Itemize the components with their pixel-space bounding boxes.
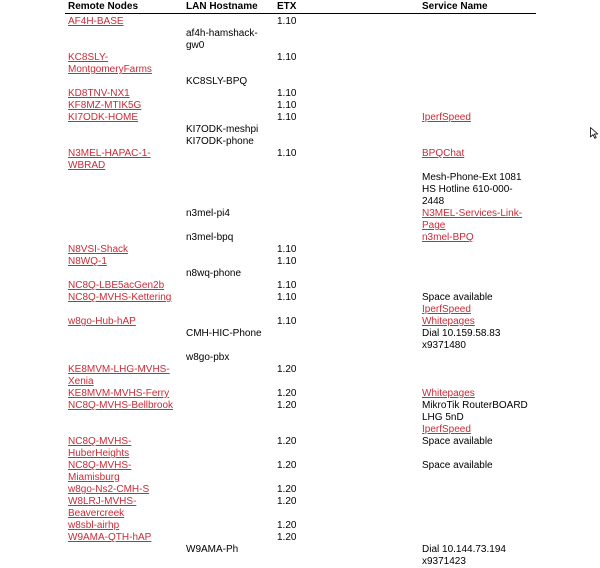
remote-node-link[interactable]: KF8MZ-MTIK5G bbox=[68, 100, 141, 111]
etx-cell bbox=[274, 364, 419, 388]
etx-cell bbox=[274, 304, 419, 316]
service-text: Mesh-Phone-Ext 1081 bbox=[422, 172, 522, 183]
lan-hostname-cell bbox=[183, 244, 274, 256]
table-row bbox=[65, 544, 536, 568]
remote-node-cell bbox=[65, 292, 183, 304]
etx-value: 1.20 bbox=[277, 460, 296, 471]
lan-hostname-cell bbox=[183, 424, 274, 436]
service-name-cell bbox=[419, 388, 536, 400]
remote-node-cell bbox=[65, 352, 183, 364]
etx-cell bbox=[274, 460, 419, 484]
etx-cell bbox=[274, 28, 419, 52]
remote-node-link[interactable]: w8go-Hub-hAP bbox=[68, 316, 136, 327]
table-row bbox=[65, 28, 536, 52]
etx-cell bbox=[274, 184, 419, 208]
lan-hostname-text: KI7ODK-phone bbox=[186, 136, 254, 147]
service-name-cell bbox=[419, 112, 536, 124]
lan-hostname-text: n8wq-phone bbox=[186, 268, 241, 279]
etx-cell bbox=[274, 328, 419, 352]
etx-cell bbox=[274, 544, 419, 568]
service-link[interactable]: N3MEL-Services-Link-Page bbox=[422, 208, 522, 231]
table-row bbox=[65, 424, 536, 436]
table-row bbox=[65, 244, 536, 256]
lan-hostname-text: n3mel-bpq bbox=[186, 232, 233, 243]
etx-cell bbox=[274, 256, 419, 268]
etx-value: 1.10 bbox=[277, 292, 296, 303]
lan-hostname-cell bbox=[183, 364, 274, 388]
service-name-cell bbox=[419, 400, 536, 424]
remote-node-cell bbox=[65, 208, 183, 232]
service-name-cell bbox=[419, 460, 536, 484]
etx-cell bbox=[274, 496, 419, 520]
remote-node-link[interactable]: NC8Q-MVHS-Kettering bbox=[68, 292, 171, 303]
remote-node-cell bbox=[65, 76, 183, 88]
service-name-cell bbox=[419, 280, 536, 292]
remote-node-cell bbox=[65, 484, 183, 496]
etx-cell bbox=[274, 148, 419, 172]
remote-node-cell bbox=[65, 88, 183, 100]
etx-value: 1.10 bbox=[277, 280, 296, 291]
etx-cell bbox=[274, 484, 419, 496]
remote-node-link[interactable]: NC8Q-MVHS-HuberHeights bbox=[68, 436, 131, 459]
remote-node-cell bbox=[65, 388, 183, 400]
service-name-cell bbox=[419, 364, 536, 388]
remote-node-cell bbox=[65, 280, 183, 292]
lan-hostname-text: af4h-hamshack-gw0 bbox=[186, 28, 258, 51]
service-name-cell bbox=[419, 436, 536, 460]
etx-cell bbox=[274, 280, 419, 292]
etx-value: 1.20 bbox=[277, 388, 296, 399]
remote-node-cell bbox=[65, 460, 183, 484]
remote-node-link[interactable]: N3MEL-HAPAC-1-WBRAD bbox=[68, 148, 151, 171]
lan-hostname-cell bbox=[183, 388, 274, 400]
remote-node-cell bbox=[65, 544, 183, 568]
service-text: Dial 10.144.73.194 x9371423 bbox=[422, 544, 506, 567]
service-name-cell bbox=[419, 292, 536, 304]
remote-node-link[interactable]: w8go-Ns2-CMH-S bbox=[68, 484, 149, 495]
etx-cell bbox=[274, 424, 419, 436]
remote-node-cell bbox=[65, 328, 183, 352]
table-body bbox=[65, 14, 536, 568]
etx-cell bbox=[274, 436, 419, 460]
table-row bbox=[65, 364, 536, 388]
lan-hostname-cell bbox=[183, 280, 274, 292]
service-name-cell bbox=[419, 136, 536, 148]
remote-node-link[interactable]: NC8Q-LBE5acGen2b bbox=[68, 280, 164, 291]
table-row bbox=[65, 52, 536, 76]
remote-node-link[interactable]: KE8MVM-LHG-MVHS-Xenia bbox=[68, 364, 170, 387]
header-remote-nodes: Remote Nodes bbox=[65, 0, 183, 14]
lan-hostname-text: CMH-HIC-Phone bbox=[186, 328, 262, 339]
lan-hostname-text: W9AMA-Ph bbox=[186, 544, 238, 555]
service-name-cell bbox=[419, 124, 536, 136]
table-row bbox=[65, 280, 536, 292]
remote-node-link[interactable]: KC8SLY-MontgomeryFarms bbox=[68, 52, 152, 75]
remote-node-cell bbox=[65, 496, 183, 520]
etx-cell bbox=[274, 532, 419, 544]
service-name-cell bbox=[419, 208, 536, 232]
lan-hostname-cell bbox=[183, 400, 274, 424]
table-row bbox=[65, 256, 536, 268]
service-name-cell bbox=[419, 268, 536, 280]
lan-hostname-cell bbox=[183, 136, 274, 148]
table-row bbox=[65, 436, 536, 460]
lan-hostname-cell bbox=[183, 460, 274, 484]
lan-hostname-cell bbox=[183, 292, 274, 304]
service-link[interactable]: IperfSpeed bbox=[422, 304, 471, 315]
etx-value: 1.10 bbox=[277, 52, 296, 63]
remote-node-cell bbox=[65, 100, 183, 112]
table-row bbox=[65, 328, 536, 352]
remote-node-cell bbox=[65, 304, 183, 316]
table-row bbox=[65, 304, 536, 316]
remote-node-cell bbox=[65, 268, 183, 280]
table-row bbox=[65, 184, 536, 208]
lan-hostname-cell bbox=[183, 304, 274, 316]
service-text: Space available bbox=[422, 292, 493, 303]
header-service-name: Service Name bbox=[419, 0, 536, 14]
table-row bbox=[65, 316, 536, 328]
service-name-cell bbox=[419, 172, 536, 184]
lan-hostname-cell bbox=[183, 148, 274, 172]
service-name-cell bbox=[419, 532, 536, 544]
etx-cell bbox=[274, 112, 419, 124]
table-row bbox=[65, 532, 536, 544]
service-link[interactable]: Whitepages bbox=[422, 316, 475, 327]
lan-hostname-cell bbox=[183, 172, 274, 184]
table-row bbox=[65, 292, 536, 304]
remote-node-link[interactable]: KI7ODK-HOME bbox=[68, 112, 138, 123]
service-name-cell bbox=[419, 100, 536, 112]
service-name-cell bbox=[419, 304, 536, 316]
remote-node-cell bbox=[65, 364, 183, 388]
table-row bbox=[65, 14, 536, 29]
remote-nodes-table bbox=[65, 0, 536, 568]
table-row bbox=[65, 388, 536, 400]
lan-hostname-cell bbox=[183, 268, 274, 280]
service-text: Space available bbox=[422, 436, 493, 447]
etx-value: 1.20 bbox=[277, 436, 296, 447]
etx-cell bbox=[274, 14, 419, 29]
service-name-cell bbox=[419, 76, 536, 88]
lan-hostname-cell bbox=[183, 52, 274, 76]
lan-hostname-text: KI7ODK-meshpi bbox=[186, 124, 258, 135]
service-text: MikroTik RouterBOARD LHG 5nD bbox=[422, 400, 528, 423]
service-name-cell bbox=[419, 52, 536, 76]
remote-node-link[interactable]: w8sbl-airhp bbox=[68, 520, 119, 531]
etx-value: 1.10 bbox=[277, 16, 296, 27]
remote-node-cell bbox=[65, 532, 183, 544]
service-name-cell bbox=[419, 184, 536, 208]
etx-cell bbox=[274, 172, 419, 184]
service-name-cell bbox=[419, 424, 536, 436]
remote-node-cell bbox=[65, 172, 183, 184]
table-row bbox=[65, 148, 536, 172]
table-row bbox=[65, 352, 536, 364]
service-name-cell bbox=[419, 316, 536, 328]
lan-hostname-cell bbox=[183, 232, 274, 244]
etx-value: 1.10 bbox=[277, 100, 296, 111]
remote-node-link[interactable]: N8WQ-1 bbox=[68, 256, 107, 267]
service-name-cell bbox=[419, 328, 536, 352]
remote-node-link[interactable]: KD8TNV-NX1 bbox=[68, 88, 130, 99]
remote-node-cell bbox=[65, 148, 183, 172]
table-row bbox=[65, 232, 536, 244]
etx-cell bbox=[274, 388, 419, 400]
etx-value: 1.10 bbox=[277, 148, 296, 159]
etx-cell bbox=[274, 292, 419, 304]
etx-value: 1.10 bbox=[277, 316, 296, 327]
table-row bbox=[65, 136, 536, 148]
etx-cell bbox=[274, 244, 419, 256]
table-row bbox=[65, 460, 536, 484]
service-name-cell bbox=[419, 352, 536, 364]
remote-node-cell bbox=[65, 124, 183, 136]
etx-cell bbox=[274, 400, 419, 424]
remote-node-cell bbox=[65, 52, 183, 76]
lan-hostname-cell bbox=[183, 184, 274, 208]
etx-cell bbox=[274, 136, 419, 148]
remote-node-link[interactable]: NC8Q-MVHS-Bellbrook bbox=[68, 400, 173, 411]
etx-cell bbox=[274, 52, 419, 76]
remote-node-link[interactable]: N8VSI-Shack bbox=[68, 244, 128, 255]
table-row bbox=[65, 484, 536, 496]
remote-node-cell bbox=[65, 256, 183, 268]
table-row bbox=[65, 496, 536, 520]
remote-node-cell bbox=[65, 316, 183, 328]
etx-cell bbox=[274, 520, 419, 532]
lan-hostname-cell bbox=[183, 532, 274, 544]
etx-value: 1.20 bbox=[277, 484, 296, 495]
etx-value: 1.10 bbox=[277, 244, 296, 255]
service-name-cell bbox=[419, 520, 536, 532]
mouse-pointer-icon bbox=[590, 127, 599, 139]
lan-hostname-cell bbox=[183, 124, 274, 136]
lan-hostname-cell bbox=[183, 484, 274, 496]
lan-hostname-cell bbox=[183, 496, 274, 520]
lan-hostname-cell bbox=[183, 14, 274, 29]
etx-cell bbox=[274, 316, 419, 328]
etx-cell bbox=[274, 232, 419, 244]
remote-node-link[interactable]: AF4H-BASE bbox=[68, 16, 124, 27]
table-row bbox=[65, 88, 536, 100]
table-row bbox=[65, 208, 536, 232]
etx-value: 1.20 bbox=[277, 532, 296, 543]
table-row bbox=[65, 172, 536, 184]
service-link[interactable]: IperfSpeed bbox=[422, 424, 471, 435]
service-text: Dial 10.159.58.83 x9371480 bbox=[422, 328, 500, 351]
service-name-cell bbox=[419, 244, 536, 256]
etx-cell bbox=[274, 76, 419, 88]
table-row bbox=[65, 76, 536, 88]
service-name-cell bbox=[419, 496, 536, 520]
remote-node-link[interactable]: W8LRJ-MVHS-Beavercreek bbox=[68, 496, 136, 519]
service-name-cell bbox=[419, 484, 536, 496]
service-link[interactable]: Whitepages bbox=[422, 388, 475, 399]
lan-hostname-cell bbox=[183, 544, 274, 568]
etx-cell bbox=[274, 268, 419, 280]
service-link[interactable]: IperfSpeed bbox=[422, 112, 471, 123]
lan-hostname-cell bbox=[183, 256, 274, 268]
table-row bbox=[65, 520, 536, 532]
service-name-cell bbox=[419, 148, 536, 172]
service-name-cell bbox=[419, 232, 536, 244]
remote-node-cell bbox=[65, 520, 183, 532]
header-etx: ETX bbox=[274, 0, 419, 14]
lan-hostname-cell bbox=[183, 76, 274, 88]
service-text: HS Hotline 610-000-2448 bbox=[422, 184, 513, 207]
remote-node-cell bbox=[65, 112, 183, 124]
service-name-cell bbox=[419, 256, 536, 268]
lan-hostname-cell bbox=[183, 112, 274, 124]
etx-value: 1.10 bbox=[277, 256, 296, 267]
header-lan-hostname: LAN Hostname bbox=[183, 0, 274, 14]
etx-value: 1.10 bbox=[277, 112, 296, 123]
remote-node-link[interactable]: W9AMA-QTH-hAP bbox=[68, 532, 151, 543]
table-row bbox=[65, 124, 536, 136]
table-row bbox=[65, 100, 536, 112]
table-row bbox=[65, 268, 536, 280]
etx-value: 1.10 bbox=[277, 88, 296, 99]
service-name-cell bbox=[419, 88, 536, 100]
remote-node-cell bbox=[65, 424, 183, 436]
service-name-cell bbox=[419, 28, 536, 52]
lan-hostname-cell bbox=[183, 520, 274, 532]
remote-node-link[interactable]: NC8Q-MVHS-Miamisburg bbox=[68, 460, 131, 483]
etx-value: 1.20 bbox=[277, 364, 296, 375]
etx-cell bbox=[274, 124, 419, 136]
lan-hostname-text: KC8SLY-BPQ bbox=[186, 76, 247, 87]
remote-node-cell bbox=[65, 14, 183, 29]
table-row bbox=[65, 400, 536, 424]
etx-cell bbox=[274, 352, 419, 364]
service-name-cell bbox=[419, 14, 536, 29]
lan-hostname-cell bbox=[183, 88, 274, 100]
etx-value: 1.20 bbox=[277, 496, 296, 507]
service-name-cell bbox=[419, 544, 536, 568]
remote-node-cell bbox=[65, 400, 183, 424]
etx-cell bbox=[274, 208, 419, 232]
lan-hostname-cell bbox=[183, 352, 274, 364]
lan-hostname-text: n3mel-pi4 bbox=[186, 208, 230, 219]
service-text: Space available bbox=[422, 460, 493, 471]
remote-node-cell bbox=[65, 244, 183, 256]
lan-hostname-cell bbox=[183, 28, 274, 52]
remote-node-cell bbox=[65, 136, 183, 148]
remote-node-link[interactable]: KE8MVM-MVHS-Ferry bbox=[68, 388, 169, 399]
remote-node-cell bbox=[65, 184, 183, 208]
etx-value: 1.20 bbox=[277, 520, 296, 531]
service-link[interactable]: BPQChat bbox=[422, 148, 464, 159]
etx-cell bbox=[274, 100, 419, 112]
table-header-row bbox=[65, 0, 536, 14]
lan-hostname-cell bbox=[183, 100, 274, 112]
lan-hostname-text: w8go-pbx bbox=[186, 352, 229, 363]
remote-node-cell bbox=[65, 436, 183, 460]
lan-hostname-cell bbox=[183, 436, 274, 460]
lan-hostname-cell bbox=[183, 328, 274, 352]
lan-hostname-cell bbox=[183, 208, 274, 232]
remote-node-cell bbox=[65, 28, 183, 52]
etx-value: 1.20 bbox=[277, 400, 296, 411]
remote-node-cell bbox=[65, 232, 183, 244]
table-row bbox=[65, 112, 536, 124]
service-link[interactable]: n3mel-BPQ bbox=[422, 232, 474, 243]
lan-hostname-cell bbox=[183, 316, 274, 328]
etx-cell bbox=[274, 88, 419, 100]
